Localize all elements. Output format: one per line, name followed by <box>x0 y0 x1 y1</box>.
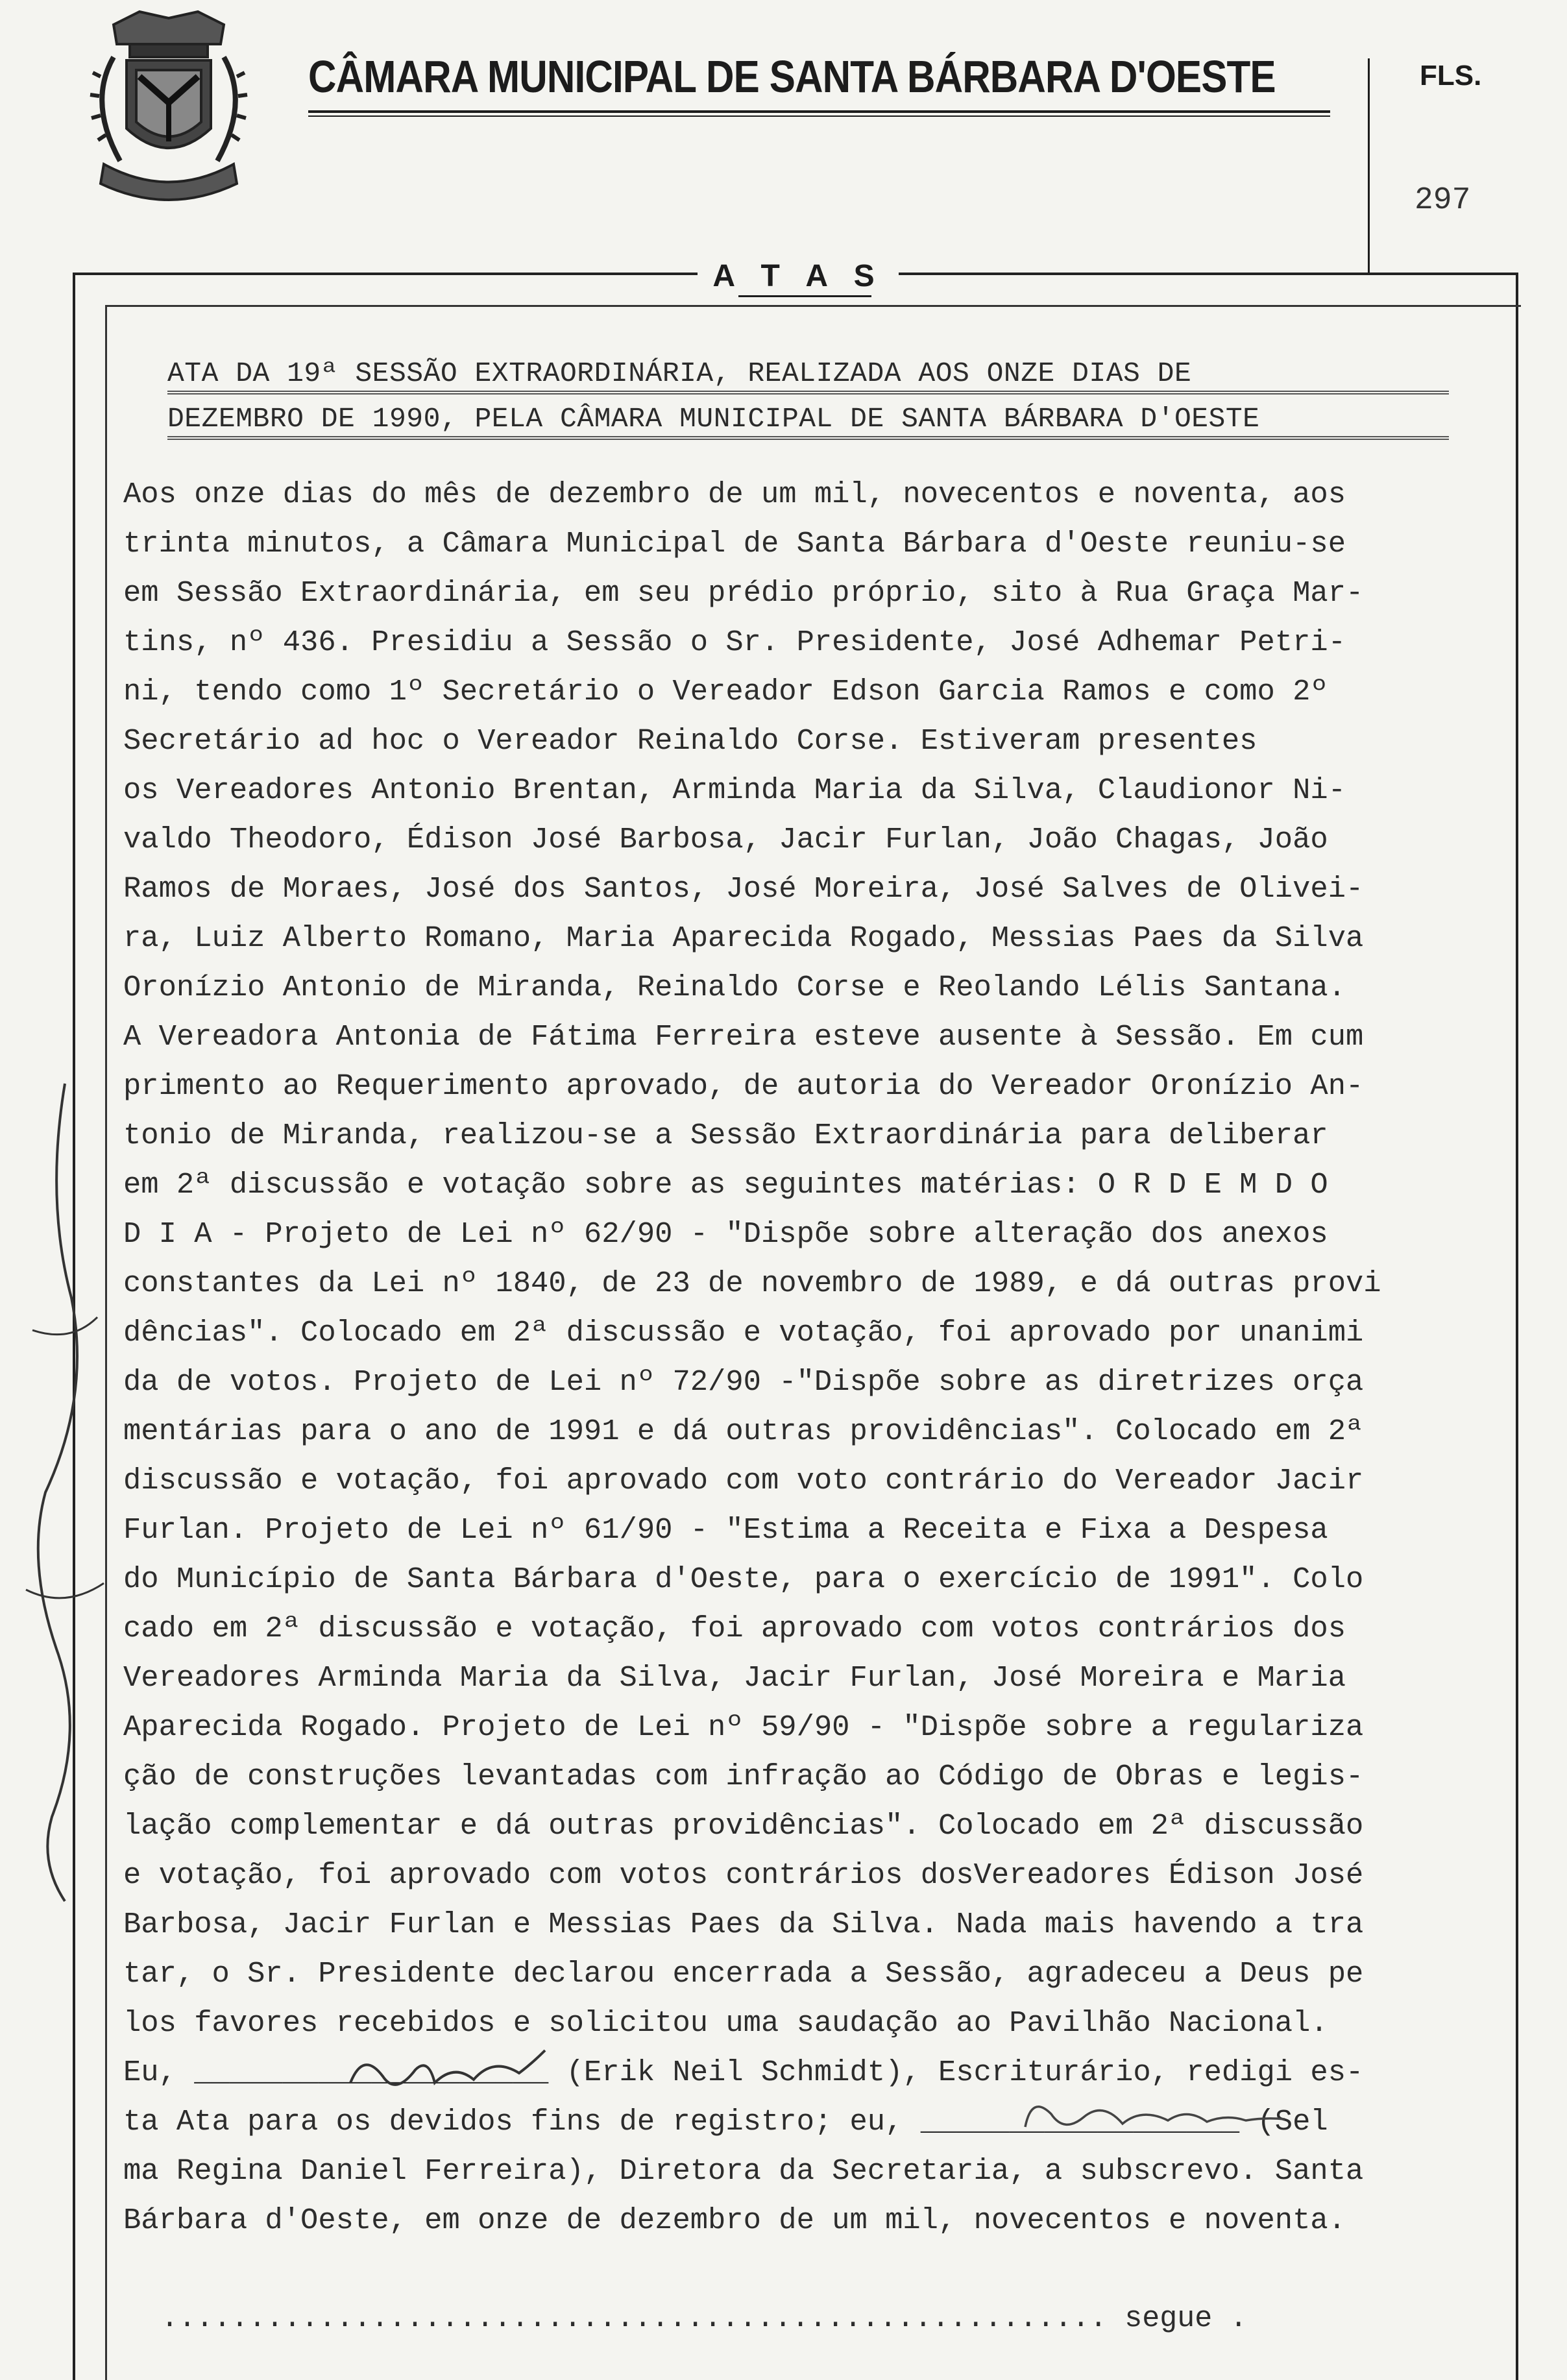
body-line: Barbosa, Jacir Furlan e Messias Paes da Silva. Nada mais havendo a tra <box>123 1908 1364 1941</box>
header-divider <box>1368 58 1370 273</box>
body-line: D I A - Projeto de Lei nº 62/90 - "Dispõe sobre alteração dos anexos <box>123 1217 1328 1251</box>
signature-director <box>1012 2088 1324 2146</box>
municipal-crest-logo <box>75 5 263 219</box>
body-line: los favores recebidos e solicitou uma saudação ao Pavilhão Nacional. <box>123 2006 1328 2040</box>
section-label: A T A S <box>698 258 899 294</box>
body-line: ta Ata para os devidos fins de registro; eu, __________________ (Sel <box>123 2105 1328 2139</box>
minutes-title-line-1: ATA DA 19ª SESSÃO EXTRAORDINÁRIA, REALIZADA AOS ONZE DIAS DE <box>167 357 1449 395</box>
body-line: Oronízio Antonio de Miranda, Reinaldo Corse e Reolando Lélis Santana. <box>123 971 1346 1004</box>
body-line: valdo Theodoro, Édison José Barbosa, Jacir Furlan, João Chagas, João <box>123 823 1328 856</box>
body-line: Ramos de Moraes, José dos Santos, José Moreira, José Salves de Olivei- <box>123 872 1364 906</box>
signature-scribe <box>324 2037 558 2109</box>
folio-label: FLS. <box>1420 60 1482 91</box>
body-line: do Município de Santa Bárbara d'Oeste, para o exercício de 1991". Colo <box>123 1562 1364 1596</box>
body-line: tins, nº 436. Presidiu a Sessão o Sr. Presidente, José Adhemar Petri- <box>123 625 1346 659</box>
body-line: os Vereadores Antonio Brentan, Arminda Maria da Silva, Claudionor Ni- <box>123 773 1346 807</box>
body-line: e votação, foi aprovado com votos contrários dosVereadores Édison José <box>123 1858 1364 1892</box>
body-line: Furlan. Projeto de Lei nº 61/90 - "Estima a Receita e Fixa a Despesa <box>123 1513 1328 1547</box>
header-rule <box>308 110 1330 113</box>
margin-signature <box>6 1071 123 1914</box>
body-line: primento ao Requerimento aprovado, de autoria do Vereador Oronízio An- <box>123 1069 1364 1103</box>
body-line: tonio de Miranda, realizou-se a Sessão Extraordinária para deliberar <box>123 1119 1328 1152</box>
body-line: ni, tendo como 1º Secretário o Vereador Edson Garcia Ramos e como 2º <box>123 675 1328 709</box>
folio-number: 297 <box>1415 183 1471 218</box>
body-line: A Vereadora Antonia de Fátima Ferreira esteve ausente à Sessão. Em cum <box>123 1020 1364 1054</box>
section-label-underline <box>738 295 871 297</box>
body-line: lação complementar e dá outras providências". Colocado em 2ª discussão <box>123 1809 1364 1843</box>
body-line: da de votos. Projeto de Lei nº 72/90 -"Dispõe sobre as diretrizes orça <box>123 1365 1364 1399</box>
body-line: Vereadores Arminda Maria da Silva, Jacir Furlan, José Moreira e Maria <box>123 1661 1346 1695</box>
body-line: ção de construções levantadas com infração ao Código de Obras e legis- <box>123 1760 1364 1793</box>
body-line: cado em 2ª discussão e votação, foi aprovado com votos contrários dos <box>123 1612 1346 1645</box>
body-line: em 2ª discussão e votação sobre as seguintes matérias: O R D E M D O <box>123 1168 1328 1202</box>
institution-name: CÂMARA MUNICIPAL DE SANTA BÁRBARA D'OESTE <box>308 51 1276 102</box>
body-line: Aos onze dias do mês de dezembro de um mil, novecentos e noventa, aos <box>123 478 1346 511</box>
body-line: Bárbara d'Oeste, em onze de dezembro de um mil, novecentos e noventa. <box>123 2204 1346 2237</box>
body-line: Aparecida Rogado. Projeto de Lei nº 59/90 - "Dispõe sobre a regulariza <box>123 1710 1364 1744</box>
body-line: ma Regina Daniel Ferreira), Diretora da Secretaria, a subscrevo. Santa <box>123 2154 1364 2188</box>
header-rule-thin <box>308 115 1330 117</box>
body-line: Secretário ad hoc o Vereador Reinaldo Corse. Estiveram presentes <box>123 724 1257 758</box>
minutes-title-line-2: DEZEMBRO DE 1990, PELA CÂMARA MUNICIPAL DE SANTA BÁRBARA D'OESTE <box>167 402 1449 440</box>
body-line: discussão e votação, foi aprovado com voto contrário do Vereador Jacir <box>123 1464 1364 1498</box>
body-line: ra, Luiz Alberto Romano, Maria Aparecida Rogado, Messias Paes da Silva <box>123 921 1364 955</box>
continuation-note: ...................................................... segue . <box>161 2302 1248 2335</box>
body-line: constantes da Lei nº 1840, de 23 de novembro de 1989, e dá outras provi <box>123 1267 1381 1300</box>
body-line: tar, o Sr. Presidente declarou encerrada a Sessão, agradeceu a Deus pe <box>123 1957 1364 1991</box>
body-line: mentárias para o ano de 1991 e dá outras providências". Colocado em 2ª <box>123 1415 1364 1448</box>
body-line: em Sessão Extraordinária, em seu prédio próprio, sito à Rua Graça Mar- <box>123 576 1364 610</box>
body-line: Eu, ____________________ (Erik Neil Schmidt), Escriturário, redigi es- <box>123 2056 1364 2089</box>
body-line: trinta minutos, a Câmara Municipal de Santa Bárbara d'Oeste reuniu-se <box>123 527 1346 561</box>
body-line: dências". Colocado em 2ª discussão e votação, foi aprovado por unanimi <box>123 1316 1364 1350</box>
